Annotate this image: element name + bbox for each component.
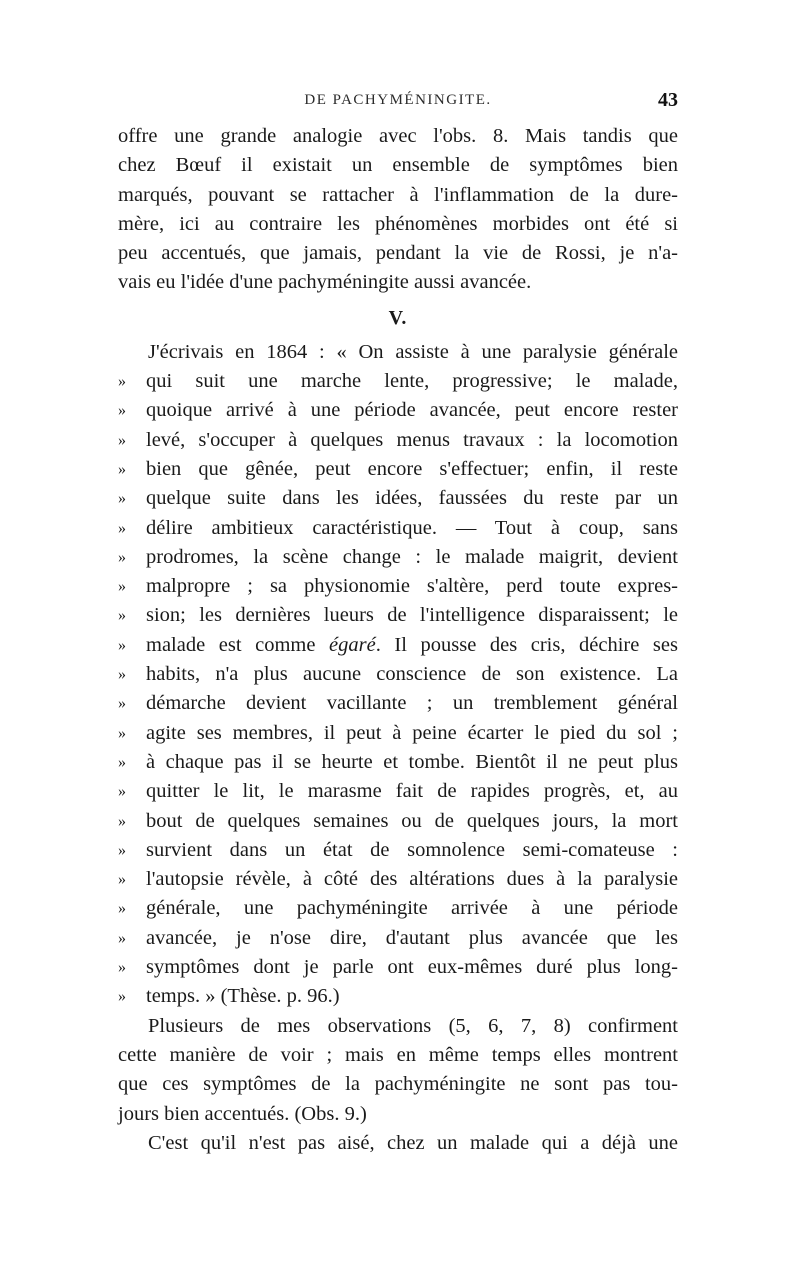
quote-mark: » — [118, 548, 126, 566]
text-line: mère, ici au contraire les phénomènes morbides ont été si — [118, 212, 678, 235]
quote-line-text: bien que gênée, peut encore s'effectuer; enfin, il reste — [146, 457, 678, 480]
quote-line — [118, 865, 678, 894]
quote-line-text: levé, s'occuper à quelques menus travaux : la locomotion — [146, 428, 678, 451]
quote-mark: » — [118, 373, 126, 391]
text-line: J'écrivais en 1864 : « On assiste à une paralysie générale — [148, 340, 678, 363]
quote-line — [118, 719, 678, 748]
quote-mark: » — [118, 841, 126, 859]
quote-line — [118, 572, 678, 601]
quote-line-text: à chaque pas il se heurte et tombe. Bientôt il ne peut plus — [146, 750, 678, 773]
quote-mark: » — [118, 519, 126, 537]
running-head — [118, 89, 678, 116]
text-line: cette manière de voir ; mais en même temps elles montrent — [118, 1043, 678, 1066]
quote-line — [118, 367, 678, 396]
quote-line — [118, 543, 678, 572]
page-number: 43 — [658, 89, 678, 111]
section-heading: V. — [388, 306, 408, 329]
quote-line — [118, 396, 678, 425]
quote-mark: » — [118, 636, 126, 654]
text-line: vais eu l'idée d'une pachyméningite aussi avancée. — [118, 271, 532, 294]
quote-line — [118, 514, 678, 543]
text-line: C'est qu'il n'est pas aisé, chez un malade qui a déjà une — [148, 1131, 678, 1154]
quote-mark: » — [118, 753, 126, 771]
text-line: Plusieurs de mes observations (5, 6, 7, 8) confirment — [148, 1014, 678, 1037]
quote-mark: » — [118, 900, 126, 918]
quote-mark: » — [118, 460, 126, 478]
quote-line-text: générale, une pachyméningite arrivée à une période — [146, 897, 678, 920]
text-line: jours bien accentués. (Obs. 9.) — [118, 1102, 367, 1125]
quote-mark: » — [118, 959, 126, 977]
quote-line-text: quoique arrivé à une période avancée, peut encore rester — [146, 399, 678, 422]
quote-line-text: avancée, je n'ose dire, d'autant plus avancée que les — [146, 926, 678, 949]
text-line: offre une grande analogie avec l'obs. 8. Mais tandis que — [118, 125, 678, 147]
quote-mark: » — [118, 724, 126, 742]
text-line: chez Bœuf il existait un ensemble de symptômes bien — [118, 154, 678, 177]
italic-word: égaré — [329, 633, 376, 656]
quote-line — [118, 426, 678, 455]
quote-line-text: quitter le lit, le marasme fait de rapides progrès, et, au — [146, 780, 678, 803]
quote-line — [118, 455, 678, 484]
quote-line — [118, 660, 678, 689]
text-line: que ces symptômes de la pachyméningite ne sont pas tou- — [118, 1073, 678, 1096]
body-text — [118, 122, 678, 1158]
quote-mark: » — [118, 431, 126, 449]
quote-line — [118, 601, 678, 630]
quote-mark: » — [118, 871, 126, 889]
quote-line-text: délire ambitieux caractéristique. — Tout à coup, sans — [146, 516, 678, 539]
quote-line-text: temps. » (Thèse. p. 96.) — [146, 985, 340, 1008]
quote-mark: » — [118, 490, 126, 508]
quote-line-text: prodromes, la scène change : le malade maigrit, devient — [146, 545, 678, 568]
quote-line-text: qui suit une marche lente, progressive; le malade, — [146, 370, 678, 393]
quote-line-text: symptômes dont je parle ont eux-mêmes duré plus long- — [146, 956, 678, 979]
quote-mark: » — [118, 666, 126, 684]
quote-line-text: bout de quelques semaines ou de quelques jours, la mort — [146, 809, 678, 832]
quote-mark: » — [118, 783, 126, 801]
quote-line-text: démarche devient vacillante ; un tremblement général — [146, 692, 678, 715]
quote-mark: » — [118, 988, 126, 1006]
quote-line-text: l'autopsie révèle, à côté des altérations dues à la paralysie — [146, 868, 678, 891]
quote-line-text: habits, n'a plus aucune conscience de son existence. La — [146, 663, 678, 686]
quote-mark: » — [118, 402, 126, 420]
quote-line — [118, 689, 678, 718]
quote-line-text: malade est comme — [146, 633, 330, 656]
quote-line — [118, 777, 678, 806]
quote-line — [118, 836, 678, 865]
quote-mark: » — [118, 929, 126, 947]
quote-line-text: survient dans un état de somnolence semi-comateuse : — [146, 838, 678, 861]
quote-line — [118, 748, 678, 777]
quote-mark: » — [118, 607, 126, 625]
quote-line-text: . Il pousse des cris, déchire ses — [375, 633, 678, 656]
quote-mark: » — [118, 695, 126, 713]
running-title: DE PACHYMÉNINGITE. — [304, 92, 492, 108]
quote-line-text: malpropre ; sa physionomie s'altère, perd toute expres- — [146, 575, 678, 598]
quote-mark: » — [118, 812, 126, 830]
quote-line — [118, 894, 678, 923]
text-line: peu accentués, que jamais, pendant la vie de Rossi, je n'a- — [118, 242, 678, 265]
quote-line — [118, 982, 678, 1011]
text-line: marqués, pouvant se rattacher à l'inflammation de la dure- — [118, 183, 678, 206]
quote-line — [118, 484, 678, 513]
quote-line-text: sion; les dernières lueurs de l'intelligence disparaissent; le — [146, 604, 678, 627]
quote-line-text: agite ses membres, il peut à peine écarter le pied du sol ; — [146, 721, 678, 744]
quote-line — [118, 807, 678, 836]
quote-line — [118, 631, 678, 660]
quote-line — [118, 953, 678, 982]
quote-line — [118, 924, 678, 953]
quote-line-text: quelque suite dans les idées, faussées du reste par un — [146, 487, 678, 510]
quote-mark: » — [118, 578, 126, 596]
